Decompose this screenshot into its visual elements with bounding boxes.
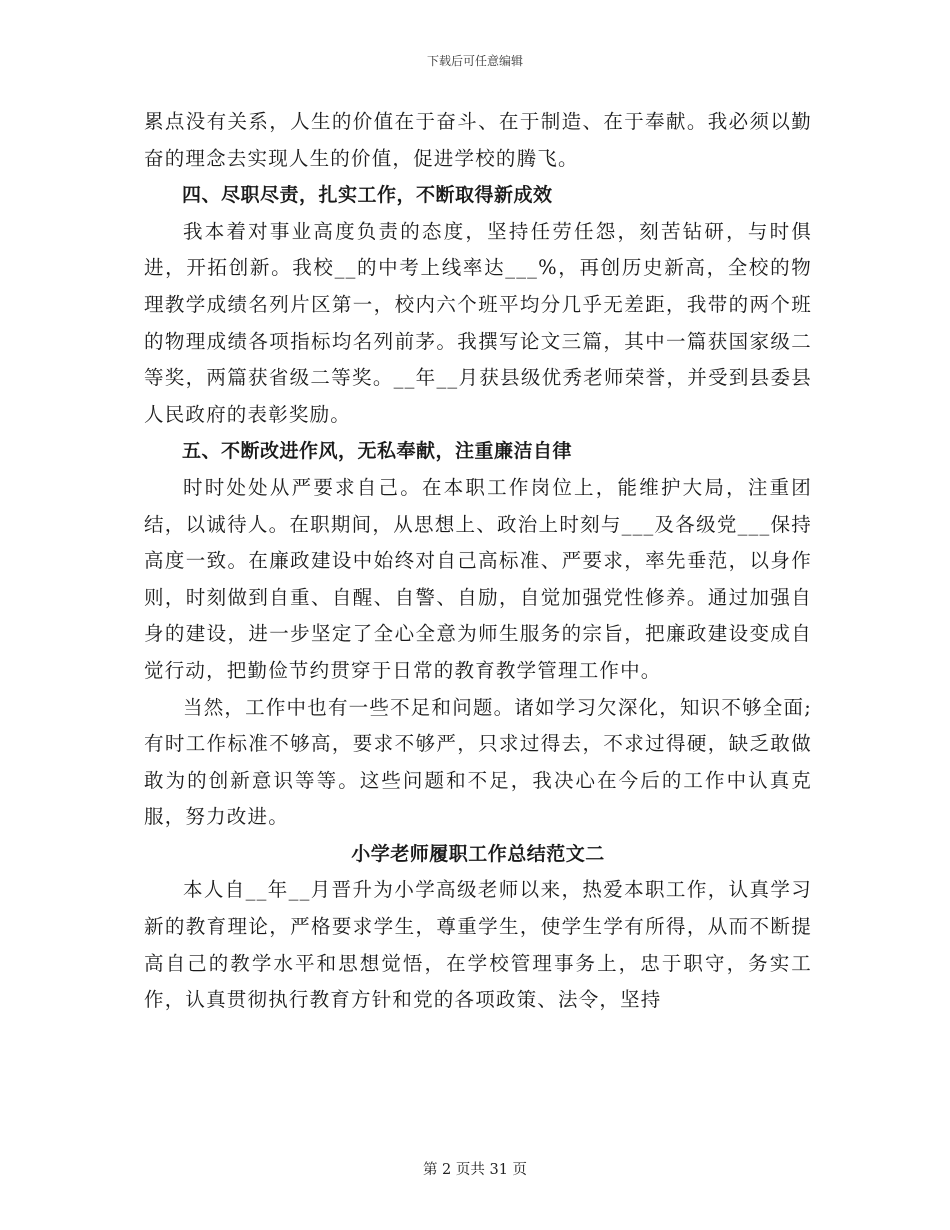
section-heading-5: 五、不断改进作风，无私奉献，注重廉洁自律 xyxy=(182,440,573,463)
paragraph-continuation: 累点没有关系，人生的价值在于奋斗、在于制造、在于奉献。我必须以勤奋的理念去实现人生的价值，促进学校的腾飞。 xyxy=(144,110,812,170)
paragraph-shortcomings: 当然，工作中也有一些不足和问题。诸如学习欠深化，知识不够全面;有时工作标准不够高，要求不够严，只求过得去，不求过得硬，缺乏敢做敢为的创新意识等等。这些问题和不足，我决心在今后的工作中认真克服，努力改进。 xyxy=(144,695,812,829)
paragraph-integrity: 时时处处从严要求自己。在本职工作岗位上，能维护大局，注重团结，以诚待人。在职期间，从思想上、政治上时刻与___及各级党___保持高度一致。在廉政建设中始终对自己高标准、严要求，率先垂范，以身作则，时刻做到自重、自醒、自警、自励，自觉加强党性修养。通过加强自身的建设，进一步坚定了全心全意为师生服务的宗旨，把廉政建设变成自觉行动，把勤俭节约贯穿于日常的教育教学管理工作中。 xyxy=(144,475,812,682)
document-title-2: 小学老师履职工作总结范文二 xyxy=(351,842,605,865)
page-header-note: 下载后可任意编辑 xyxy=(426,54,523,68)
section-heading-4: 四、尽职尽责，扎实工作，不断取得新成效 xyxy=(182,184,553,207)
document-body xyxy=(144,104,812,1019)
paragraph-achievements: 我本着对事业高度负责的态度，坚持任劳任怨，刻苦钻研，与时俱进，开拓创新。我校__的中考上线率达___%，再创历史新高，全校的物理教学成绩名列片区第一，校内六个班平均分几乎无差距，我带的两个班的物理成绩各项指标均名列前茅。我撰写论文三篇，其中一篇获国家级二等奖，两篇获省级二等奖。__年__月获县级优秀老师荣誉，并受到县委县人民政府的表彰奖励。 xyxy=(144,219,812,426)
paragraph-intro-2: 本人自__年__月晋升为小学高级老师以来，热爱本职工作，认真学习新的教育理论，严格要求学生，尊重学生，使学生学有所得，从而不断提高自己的教学水平和思想觉悟，在学校管理事务上，忠于职守，务实工作，认真贯彻执行教育方针和党的各项政策、法令，坚持 xyxy=(144,878,812,1012)
page-number: 第 2 页共 31 页 xyxy=(422,1162,528,1178)
